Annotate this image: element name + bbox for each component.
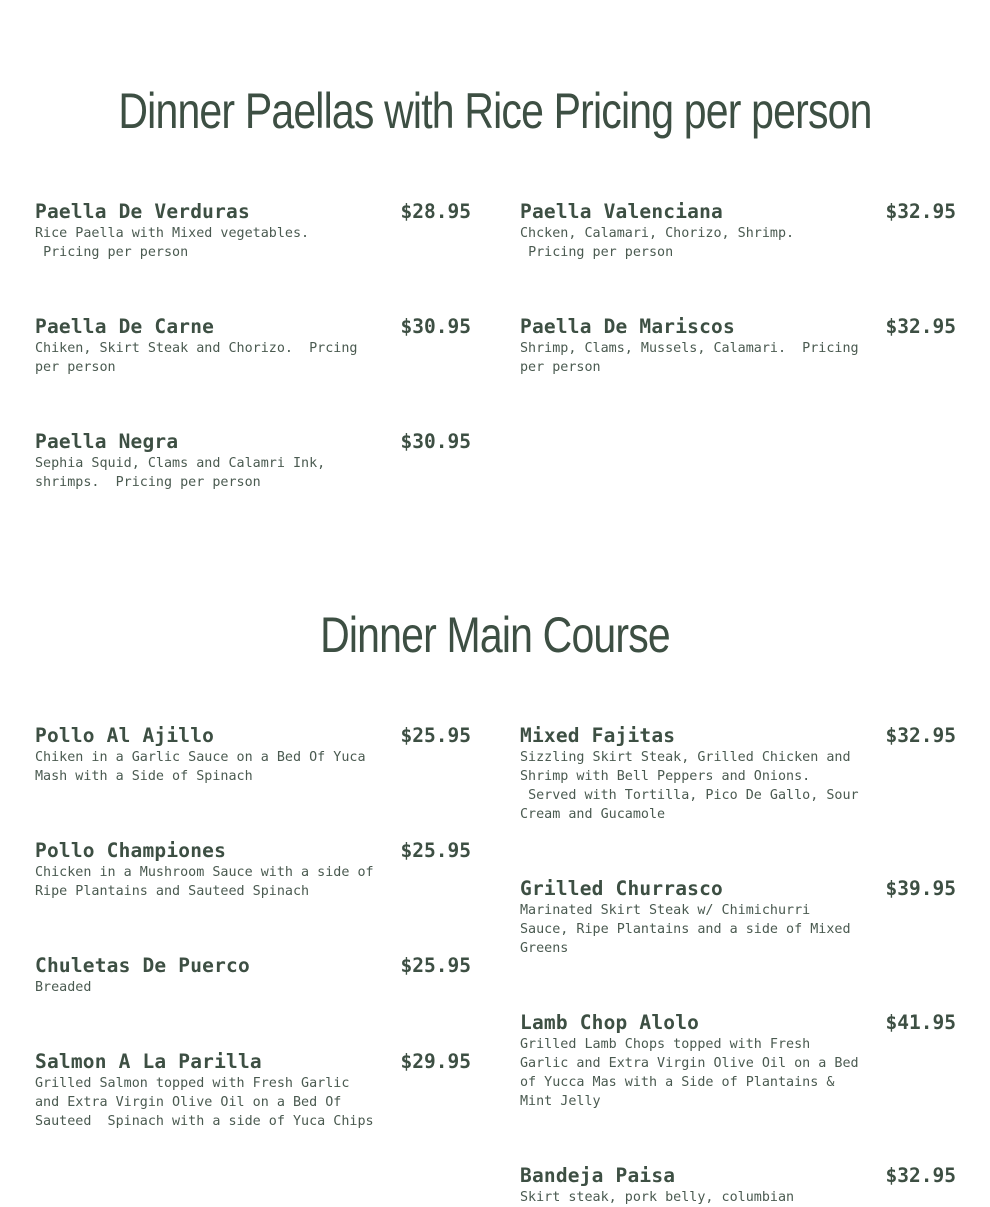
item-description: Breaded [35, 980, 92, 995]
menu-item-pollo-al-ajillo [35, 724, 471, 786]
item-price: $29.95 [400, 1050, 471, 1073]
item-description: Sephia Squid, Clams and Calamri Ink, shrimps. Pricing per person [35, 456, 326, 490]
item-description: Grilled Salmon topped with Fresh Garlic and Extra Virgin Olive Oil on a Bed Of Sauteed Spinach with a side of Yuca Chips [35, 1076, 374, 1129]
menu-item-paella-valenciana [520, 200, 956, 262]
menu-item-pollo-championes [35, 839, 471, 901]
menu-item-paella-negra [35, 430, 471, 492]
item-name: Salmon A La Parilla [35, 1050, 262, 1073]
item-description: Sizzling Skirt Steak, Grilled Chicken and Shrimp with Bell Peppers and Onions. Served with Tortilla, Pico De Gallo, Sour Cream and Gucamole [520, 750, 859, 822]
item-name: Chuletas De Puerco [35, 954, 250, 977]
item-price: $28.95 [400, 200, 471, 223]
item-name: Paella De Carne [35, 315, 215, 338]
item-name: Pollo Al Ajillo [35, 724, 215, 747]
item-price: $25.95 [400, 954, 471, 977]
menu-item-chuletas-de-puerco [35, 954, 471, 997]
item-price: $25.95 [400, 724, 471, 747]
menu-item-grilled-churrasco [520, 877, 956, 958]
menu-item-paella-de-verduras [35, 200, 471, 262]
item-name: Paella Valenciana [520, 200, 723, 223]
section-title-paellas: Dinner Paellas with Rice Pricing per person [118, 83, 872, 139]
item-description: Chiken, Skirt Steak and Chorizo. Prcing per person [35, 341, 358, 375]
item-description: Grilled Lamb Chops topped with Fresh Garlic and Extra Virgin Olive Oil on a Bed of Yucca Mas with a Side of Plantains & Mint Jelly [520, 1037, 859, 1109]
item-name: Pollo Championes [35, 839, 227, 862]
item-price: $32.95 [885, 315, 956, 338]
item-price: $32.95 [885, 724, 956, 747]
item-description: Shrimp, Clams, Mussels, Calamari. Pricing per person [520, 341, 859, 375]
item-name: Lamb Chop Alolo [520, 1011, 700, 1034]
item-name: Paella Negra [35, 430, 179, 453]
item-price: $32.95 [885, 1164, 956, 1187]
section-title-main-course: Dinner Main Course [320, 607, 670, 663]
item-name: Mixed Fajitas [520, 724, 676, 747]
menu-item-salmon-a-la-parilla [35, 1050, 471, 1131]
menu-item-paella-de-mariscos [520, 315, 956, 377]
item-price: $25.95 [400, 839, 471, 862]
item-description: Chiken in a Garlic Sauce on a Bed Of Yuca Mash with a Side of Spinach [35, 750, 366, 784]
item-name: Paella De Verduras [35, 200, 250, 223]
menu-item-lamb-chop-alolo [520, 1011, 956, 1111]
item-description: Skirt steak, pork belly, columbian [520, 1190, 795, 1205]
item-price: $41.95 [885, 1011, 956, 1034]
item-description: Marinated Skirt Steak w/ Chimichurri Sauce, Ripe Plantains and a side of Mixed Greens [520, 903, 851, 956]
item-description: Chcken, Calamari, Chorizo, Shrimp. Pricing per person [520, 226, 795, 260]
item-price: $30.95 [400, 315, 471, 338]
item-name: Paella De Mariscos [520, 315, 735, 338]
item-price: $30.95 [400, 430, 471, 453]
menu-item-paella-de-carne [35, 315, 471, 377]
menu-item-bandeja-paisa [520, 1164, 956, 1207]
item-name: Grilled Churrasco [520, 877, 723, 900]
item-description: Chicken in a Mushroom Sauce with a side of Ripe Plantains and Sauteed Spinach [35, 865, 374, 899]
item-name: Bandeja Paisa [520, 1164, 676, 1187]
menu-item-mixed-fajitas [520, 724, 956, 824]
item-price: $39.95 [885, 877, 956, 900]
item-description: Rice Paella with Mixed vegetables. Pricing per person [35, 226, 310, 260]
item-price: $32.95 [885, 200, 956, 223]
